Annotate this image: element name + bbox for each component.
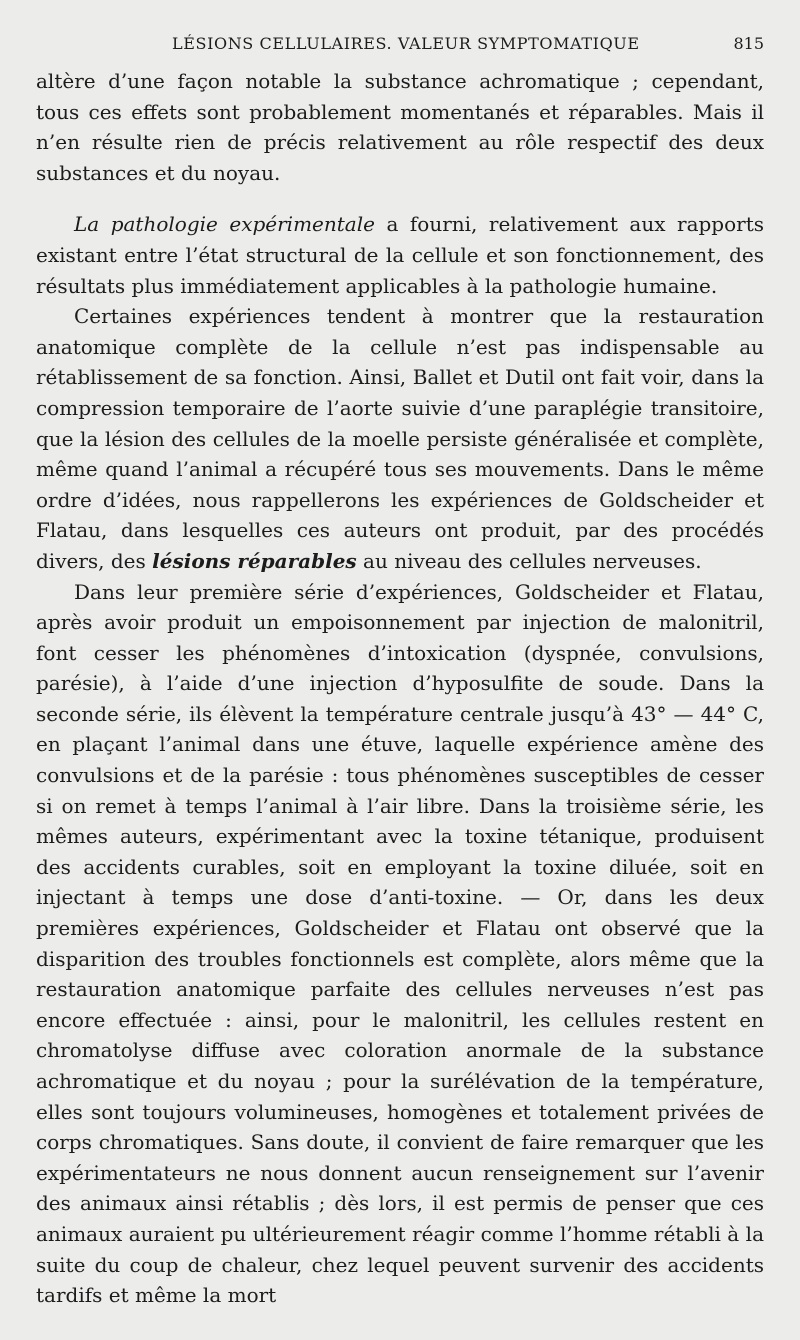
running-head xyxy=(36,30,764,60)
paragraph-3-emphasis: lésions réparables xyxy=(152,548,357,573)
paragraph-2-italic-lead: La pathologie expérimentale xyxy=(74,212,375,237)
paragraph-4 xyxy=(36,577,764,1311)
paragraph-3-text-before: Certaines expériences tendent à montrer que la restauration anatomique complète de la cellule n’est pas indispensable au rétablissement de sa fonction. Ainsi, Ballet et Dutil ont fait voir, dans la compression temporaire de l’aorte suivie d’une paraplégie transitoire, que la lésion des cellules de la moelle persiste généralisée et complète, même quand l’animal a récupéré tous ses mouvements. Dans le même ordre d’idées, nous rappellerons les expériences de Goldscheider et Flatau, dans lesquelles ces auteurs ont produit, par des procédés divers, des xyxy=(36,304,764,573)
paragraph-3 xyxy=(36,301,764,576)
paragraph-2-text: a fourni, relativement aux rapports existant entre l’état structural de la cellule et son fonctionnement, des résultats plus immédiatement applicables à la pathologie humaine. xyxy=(36,212,765,298)
page-number: 815 xyxy=(733,34,764,53)
body-text xyxy=(36,66,764,1311)
paragraph-1 xyxy=(36,66,764,188)
paragraph-1-text: altère d’une façon notable la substance achromatique ; cependant, tous ces effets sont probablement momentanés et réparables. Mais il n’en résulte rien de précis relativement au rôle respectif des deux substances et du noyau. xyxy=(36,69,764,185)
paragraph-2 xyxy=(36,209,764,301)
running-title: LÉSIONS CELLULAIRES. VALEUR SYMPTOMATIQUE xyxy=(172,34,640,53)
paragraph-3-text-after: au niveau des cellules nerveuses. xyxy=(356,548,702,573)
paragraph-4-text: Dans leur première série d’expériences, Goldscheider et Flatau, après avoir produit un empoisonnement par injection de malonitril, font cesser les phénomènes d’intoxication (dyspnée, convulsions, parésie), à l’aide d’une injection d’hyposulfite de soude. Dans la seconde série, ils élèvent la température centrale jusqu’à 43° — 44° C, en plaçant l’animal dans une étuve, laquelle expérience amène des convulsions et de la parésie : tous phénomènes susceptibles de cesser si on remet à temps l’animal à l’air libre. Dans la troisième série, les mêmes auteurs, expérimentant avec la toxine tétanique, produisent des accidents curables, soit en employant la toxine diluée, soit en injectant à temps une dose d’anti-toxine. — Or, dans les deux premières expériences, Goldscheider et Flatau ont observé que la disparition des troubles fonctionnels est complète, alors même que la restauration anatomique parfaite des cellules nerveuses n’est pas encore effectuée : ainsi, pour le malonitril, les cellules restent en chromatolyse diffuse avec coloration anormale de la substance achromatique et du noyau ; pour la surélévation de la température, elles sont toujours volumineuses, homogènes et totalement privées de corps chromatiques. Sans doute, il convient de faire remarquer que les expérimentateurs ne nous donnent aucun renseignement sur l’avenir des animaux ainsi rétablis ; dès lors, il est permis de penser que ces animaux auraient pu ultérieurement réagir comme l’homme rétabli à la suite du coup de chaleur, chez lequel peuvent survenir des accidents tardifs et même la mort xyxy=(36,579,764,1308)
